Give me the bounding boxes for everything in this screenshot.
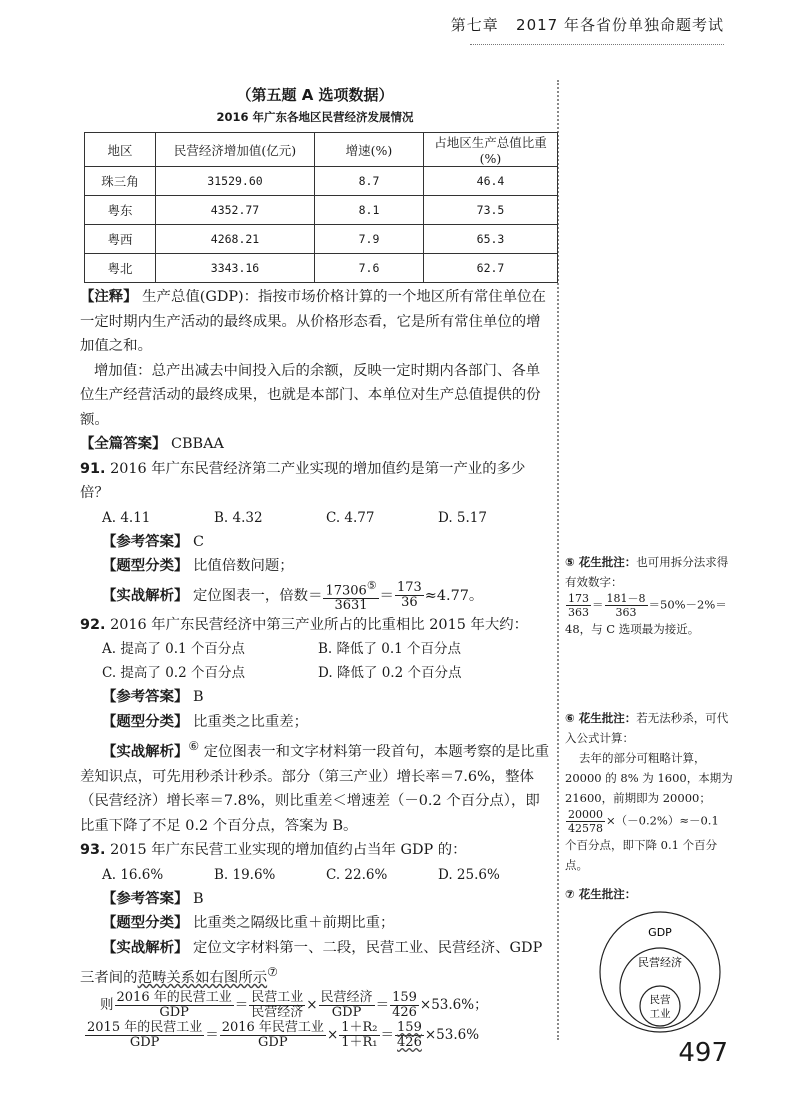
side5-text2: ＝50%－2%＝48，与 C 选项最为接近。	[565, 597, 727, 636]
side5-fb-num: 181－8	[606, 592, 646, 605]
note-gdp	[80, 285, 550, 359]
q91-f1-numerator: 17306	[325, 582, 367, 598]
type-label: 【题型分类】	[102, 915, 189, 932]
side7-label: ⑦ 花生批注：	[565, 887, 637, 901]
q92-analysis-text: 定位图表一和文字材料第一段首句，本题考察的是比重差知识点，可先用秒杀计秒杀。部分（第三产业）增长率＝7.6%，整体（民营经济）增长率＝7.8%，则比重差＜增速差（－0.2 个百分点），即比重下降了不足 0.2 个百分点，答案为 B。	[80, 744, 550, 834]
q93-f1-b	[249, 991, 305, 1020]
table-cell: 3343.16	[156, 254, 315, 283]
table-cell: 8.7	[315, 167, 424, 196]
answers-text: CBBAA	[170, 436, 224, 452]
table-cell: 7.9	[315, 225, 424, 254]
q91-footnote-mark: ⑤	[366, 578, 377, 592]
q93-option-a: A. 16.6%	[102, 866, 164, 883]
table-cell: 31529.60	[156, 167, 315, 196]
side6-f-num: 20000	[568, 808, 603, 821]
q91-fraction-1	[323, 579, 378, 613]
q93-analysis-wavy: 范畴关系如右图所示	[137, 969, 268, 986]
table-cell: 46.4	[424, 167, 558, 196]
q92-stem	[80, 613, 550, 638]
q93-formula-ze: 则	[100, 997, 114, 1014]
q91-f2-numerator: 173	[396, 580, 422, 596]
q93-f1-c-num: 民营经济	[320, 990, 373, 1006]
table-caption: （第五题 A 选项数据）	[236, 86, 394, 104]
q91-f1-denominator: 3631	[334, 597, 368, 613]
q93-f1-b-num: 民营工业	[251, 990, 304, 1006]
q92-option-c: C. 提高了 0.2 个百分点	[102, 665, 245, 682]
q92-number: 92.	[80, 616, 106, 633]
type-label: 【题型分类】	[102, 713, 189, 730]
q91-analysis: 【实战解析】 定位图表一，倍数＝ $\frac{17306^⑤}{3631}$ ＝ $\frac{173}{36}$ ≈4.77。	[102, 578, 484, 613]
venn-label-economy: 民营经济	[638, 956, 682, 969]
side5-label: ⑤ 花生批注：	[565, 555, 637, 569]
column-header: 民营经济增加值(亿元)	[156, 133, 315, 167]
q92-option-d: D. 降低了 0.2 个百分点	[318, 665, 462, 682]
note-gdp-text: 生产总值(GDP)：指按市场价格计算的一个地区所有常住单位在一定时期内生产活动的最终成果。从价格形态看，它是所有常住单位的增加值之和。	[80, 289, 546, 354]
side6-label: ⑥ 花生批注：	[565, 711, 637, 725]
q92-answer	[80, 685, 550, 710]
venn-diagram	[598, 910, 722, 1034]
analysis-label: 【实战解析】	[102, 744, 189, 761]
q93-f1-a-num: 2016 年的民营工业	[116, 990, 232, 1006]
side6-f-den: 42578	[568, 822, 603, 835]
q93-f1-a	[115, 991, 234, 1020]
q91-stem	[80, 457, 550, 506]
q93-f2-b-den: GDP	[258, 1035, 288, 1051]
analysis-label: 【实战解析】	[102, 587, 189, 604]
table-cell: 65.3	[424, 225, 558, 254]
q91-answer-value: C	[192, 533, 204, 550]
q93-f2-d-den: 426	[397, 1035, 422, 1051]
q93-f2-d	[395, 1021, 424, 1050]
q93-f2-c	[339, 1021, 379, 1050]
table-cell: 8.1	[315, 196, 424, 225]
table-cell: 粤北	[85, 254, 156, 283]
table-cell: 4352.77	[156, 196, 315, 225]
q93-f2-d-num: 159	[397, 1020, 422, 1036]
chapter-label: 第七章	[450, 16, 499, 34]
side6-text3: ×（－0.2%）≈－0.1 个百分点，即下降 0.1 个百分点。	[565, 813, 719, 872]
q92-option-b: B. 降低了 0.1 个百分点	[318, 641, 462, 658]
q91-option-b: B. 4.32	[214, 509, 263, 526]
side6-frac	[566, 808, 605, 835]
table-row	[85, 254, 558, 283]
q93-answer	[80, 887, 550, 912]
table-title: 2016 年广东各地区民营经济发展情况	[216, 110, 414, 124]
q93-formula-2: $\frac{\text{2015 年的民营工业}}{\text{GDP}}$ ＝ $\frac{\text{2016 年民营工业}}{\text{GDP}}$ × $\frac{\text{1＋R₂}}{\text{1＋R₁}}$ ＝ $\frac{159}{426}$ ×53.6%	[87, 1020, 480, 1051]
q91-fraction-2	[395, 581, 424, 610]
header-rule	[470, 44, 724, 46]
q92-type	[80, 710, 550, 735]
q92-options-row1	[80, 637, 550, 661]
table-header-row	[85, 133, 558, 167]
q91-options	[80, 506, 550, 530]
running-header	[451, 14, 724, 35]
ref-label: 【参考答案】	[102, 533, 189, 550]
q93-f1-c	[319, 991, 375, 1020]
q93-footnote-mark: ⑦	[267, 965, 278, 980]
table-cell: 粤东	[85, 196, 156, 225]
venn-label-industry-1: 民营	[649, 994, 671, 1006]
q91-text: 2016 年广东民营经济第二产业实现的增加值约是第一产业的多少倍？	[80, 460, 526, 501]
q93-f1-b-den: 民营经济	[251, 1005, 304, 1021]
page-number: 497	[678, 1038, 728, 1068]
main-column	[80, 84, 550, 1050]
all-answers	[80, 432, 550, 457]
column-header: 占地区生产总值比重(%)	[424, 133, 558, 167]
ref-label: 【参考答案】	[102, 890, 189, 907]
q93-formula-1: 则 $\frac{\text{2016 年的民营工业}}{\text{GDP}}$ ＝ $\frac{\text{民营工业}}{\text{民营经济}}$ × $\frac{\text{民营经济}}{\text{GDP}}$ ＝ $\frac{159}{426}$ ×53.6%；	[100, 990, 488, 1021]
q91-analysis-post: ≈4.77。	[424, 587, 484, 604]
side-note-6	[565, 708, 733, 875]
side-note-7	[565, 884, 733, 904]
q93-f1-tail: ×53.6%；	[419, 997, 488, 1014]
q93-type	[80, 911, 550, 936]
q93-f2-tail: ×53.6%	[424, 1027, 480, 1044]
table-cell: 73.5	[424, 196, 558, 225]
side5-fa-den: 363	[568, 606, 589, 619]
note-added-value: 增加值：总产出减去中间投入后的余额，反映一定时期内各部门、各单位生产经营活动的最终成果，也就是本部门、本单位对生产总值提供的份额。	[80, 362, 541, 428]
q91-answer	[80, 530, 550, 555]
table-cell: 珠三角	[85, 167, 156, 196]
q92-type-text: 比重类之比重差；	[192, 713, 309, 730]
q91-type-text: 比值倍数问题；	[192, 558, 294, 574]
q93-analysis-text: 定位文字材料第一、二段，民营工业、民营经济、GDP 三者间的	[80, 939, 543, 986]
q93-option-d: D. 25.6%	[438, 866, 500, 883]
answers-label: 【全篇答案】	[80, 436, 167, 452]
q93-f1-c-den: GDP	[331, 1005, 362, 1021]
q92-footnote-mark: ⑥	[188, 739, 200, 754]
q93-f2-a	[85, 1021, 204, 1050]
table-cell: 62.7	[424, 254, 558, 283]
q92-options-row2	[80, 661, 550, 685]
q91-number: 91.	[80, 460, 106, 477]
q91-option-a: A. 4.11	[102, 509, 151, 526]
q93-f1-d-den: 426	[392, 1005, 417, 1021]
q91-option-c: C. 4.77	[326, 509, 375, 526]
q93-options	[80, 863, 550, 887]
table-cell: 4268.21	[156, 225, 315, 254]
q93-f2-a-num: 2015 年的民营工业	[87, 1020, 203, 1036]
column-header: 增速(%)	[315, 133, 424, 167]
q91-option-d: D. 5.17	[438, 509, 487, 526]
q92-text: 2016 年广东民营经济中第三产业所占的比重相比 2015 年大约：	[110, 616, 529, 633]
venn-label-gdp: GDP	[648, 926, 672, 939]
analysis-label: 【实战解析】	[102, 939, 189, 956]
q93-f1-a-den: GDP	[159, 1005, 189, 1021]
q93-stem	[80, 838, 550, 863]
venn-label-industry-2: 工业	[649, 1008, 671, 1020]
q92-answer-value: B	[192, 689, 204, 706]
q93-f2-c-den: 1＋R₁	[341, 1035, 378, 1051]
q93-f2-b-num: 2016 年民营工业	[221, 1020, 324, 1036]
side6-text2: 去年的部分可粗略计算，20000 的 8% 为 1600，本期为 21600，前期即为 20000；	[565, 751, 733, 805]
q93-number: 93.	[80, 842, 106, 859]
q93-f2-c-num: 1＋R₂	[341, 1020, 378, 1036]
side6-text: 若无法秒杀，可代入公式计算：	[565, 711, 729, 745]
side5-frac-a	[566, 592, 591, 619]
q92-option-a: A. 提高了 0.1 个百分点	[102, 641, 245, 658]
q91-analysis-pre: 定位图表一，倍数＝	[192, 587, 323, 604]
q93-type-text: 比重类之隔级比重＋前期比重；	[192, 915, 395, 932]
side5-fa-num: 173	[568, 592, 589, 605]
column-header: 地区	[85, 133, 156, 167]
q93-option-c: C. 22.6%	[326, 866, 388, 883]
table-row	[85, 167, 558, 196]
q93-analysis	[80, 936, 550, 991]
q91-type	[80, 554, 550, 579]
q93-f2-b	[220, 1021, 326, 1050]
ref-label: 【参考答案】	[102, 689, 189, 706]
header-title: 2017 年各省份单独命题考试	[516, 16, 724, 34]
q93-text: 2015 年广东民营工业实现的增加值约占当年 GDP 的：	[110, 842, 467, 859]
q93-f2-a-den: GDP	[129, 1035, 160, 1051]
side5-text: 也可用拆分法求得有效数字：	[565, 555, 729, 589]
side5-frac-b	[605, 592, 648, 619]
table-cell: 7.6	[315, 254, 424, 283]
q93-f1-d-num: 159	[392, 990, 417, 1006]
type-label: 【题型分类】	[102, 558, 189, 574]
private-industry-circle	[640, 986, 680, 1026]
table-row	[85, 196, 558, 225]
side-note-5: ⑤ 花生批注：也可用拆分法求得有效数字： $\frac{173}{363}$ ＝ $\frac{181-8}{363}$ ＝50%－2%＝48，与 C 选项最为接近。	[565, 555, 729, 636]
q93-option-b: B. 19.6%	[214, 866, 276, 883]
data-table	[84, 132, 558, 283]
table-row	[85, 225, 558, 254]
side5-fb-den: 363	[615, 606, 637, 619]
q92-analysis	[80, 734, 550, 838]
q93-f1-d	[390, 991, 419, 1020]
table-cell: 粤西	[85, 225, 156, 254]
q93-answer-value: B	[192, 890, 204, 907]
note-label: 【注释】	[80, 289, 138, 305]
q91-f2-denominator: 36	[401, 595, 418, 611]
